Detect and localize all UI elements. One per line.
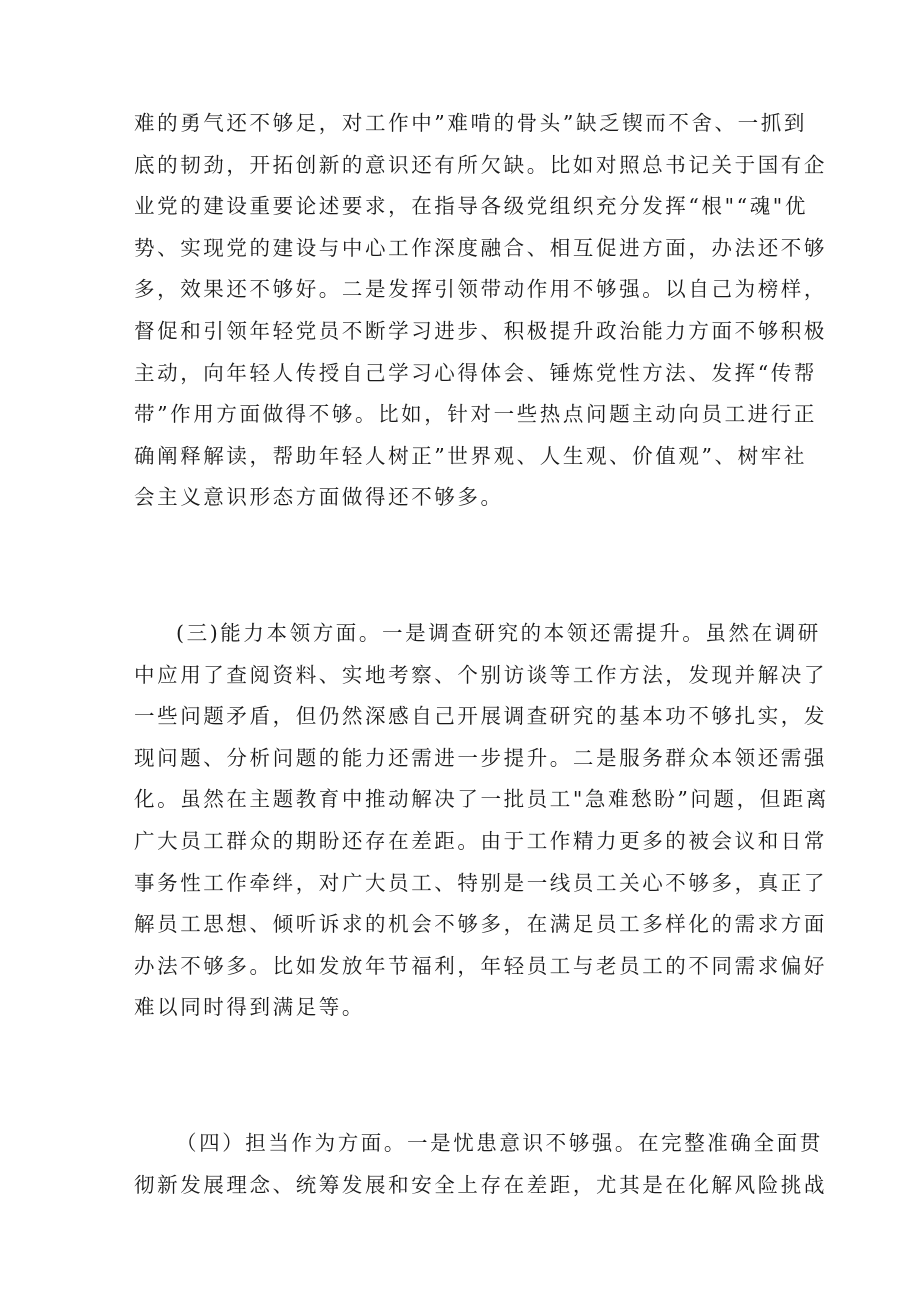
text-line: 底的韧劲，开拓创新的意识还有所欠缺。比如对照总书记关于国有企 [134, 152, 827, 177]
paragraph-3 [134, 1123, 827, 1206]
text-line: 难的勇气还不够足，对工作中”难啃的骨头”缺乏锲而不舍、一抓到 [134, 111, 807, 135]
text-line: 会主义意识形态方面做得还不够多。 [134, 485, 504, 510]
text-line: 带”作用方面做得不够。比如，针对一些热点问题主动向员工进行正 [134, 402, 817, 427]
text-line: 中应用了查阅资料、实地考察、个别访谈等工作方法，发现并解决了 [134, 662, 827, 687]
text-line: 彻新发展理念、统筹发展和安全上存在差距，尤其是在化解风险挑战 [134, 1172, 827, 1197]
text-line: 业党的建设重要论述要求，在指导各级党组织充分发挥“根"“魂"优 [134, 194, 808, 219]
paragraph-1 [134, 103, 827, 519]
text-line: 难以同时得到满足等。 [134, 995, 365, 1020]
text-line: 主动，向年轻人传授自己学习心得体会、锤炼党性方法、发挥“传帮 [134, 360, 817, 385]
text-line: （四）担当作为方面。一是忧患意识不够强。在完整准确全面贯 [176, 1131, 823, 1155]
text-line: 多，效果还不够好。二是发挥引领带动作用不够强。以自己为榜样， [134, 277, 827, 302]
text-line: 现问题、分析问题的能力还需进一步提升。二是服务群众本领还需强 [134, 745, 827, 770]
text-line: 事务性工作牵绊，对广大员工、特别是一线员工关心不够多，真正了 [134, 870, 827, 895]
text-line: (三)能力本领方面。一是调查研究的本领还需提升。虽然在调研 [176, 621, 821, 645]
text-line: 化。虽然在主题教育中推动解决了一批员工"急难愁盼”问题，但距离 [134, 787, 830, 812]
text-line: 办法不够多。比如发放年节福利，年轻员工与老员工的不同需求偏好 [134, 953, 827, 978]
text-line: 一些问题矛盾，但仍然深感自己开展调查研究的基本功不够扎实，发 [134, 704, 827, 729]
text-line: 势、实现党的建设与中心工作深度融合、相互促进方面，办法还不够 [134, 235, 827, 260]
paragraph-2 [134, 613, 830, 1029]
text-line: 确阐释解读，帮助年轻人树正”世界观、人生观、价值观”、树牢社 [134, 443, 807, 468]
text-line: 解员工思想、倾听诉求的机会不够多，在满足员工多样化的需求方面 [134, 912, 827, 937]
text-line: 督促和引领年轻党员不断学习进步、积极提升政治能力方面不够积极 [134, 318, 827, 343]
text-line: 广大员工群众的期盼还存在差距。由于工作精力更多的被会议和日常 [134, 828, 827, 853]
